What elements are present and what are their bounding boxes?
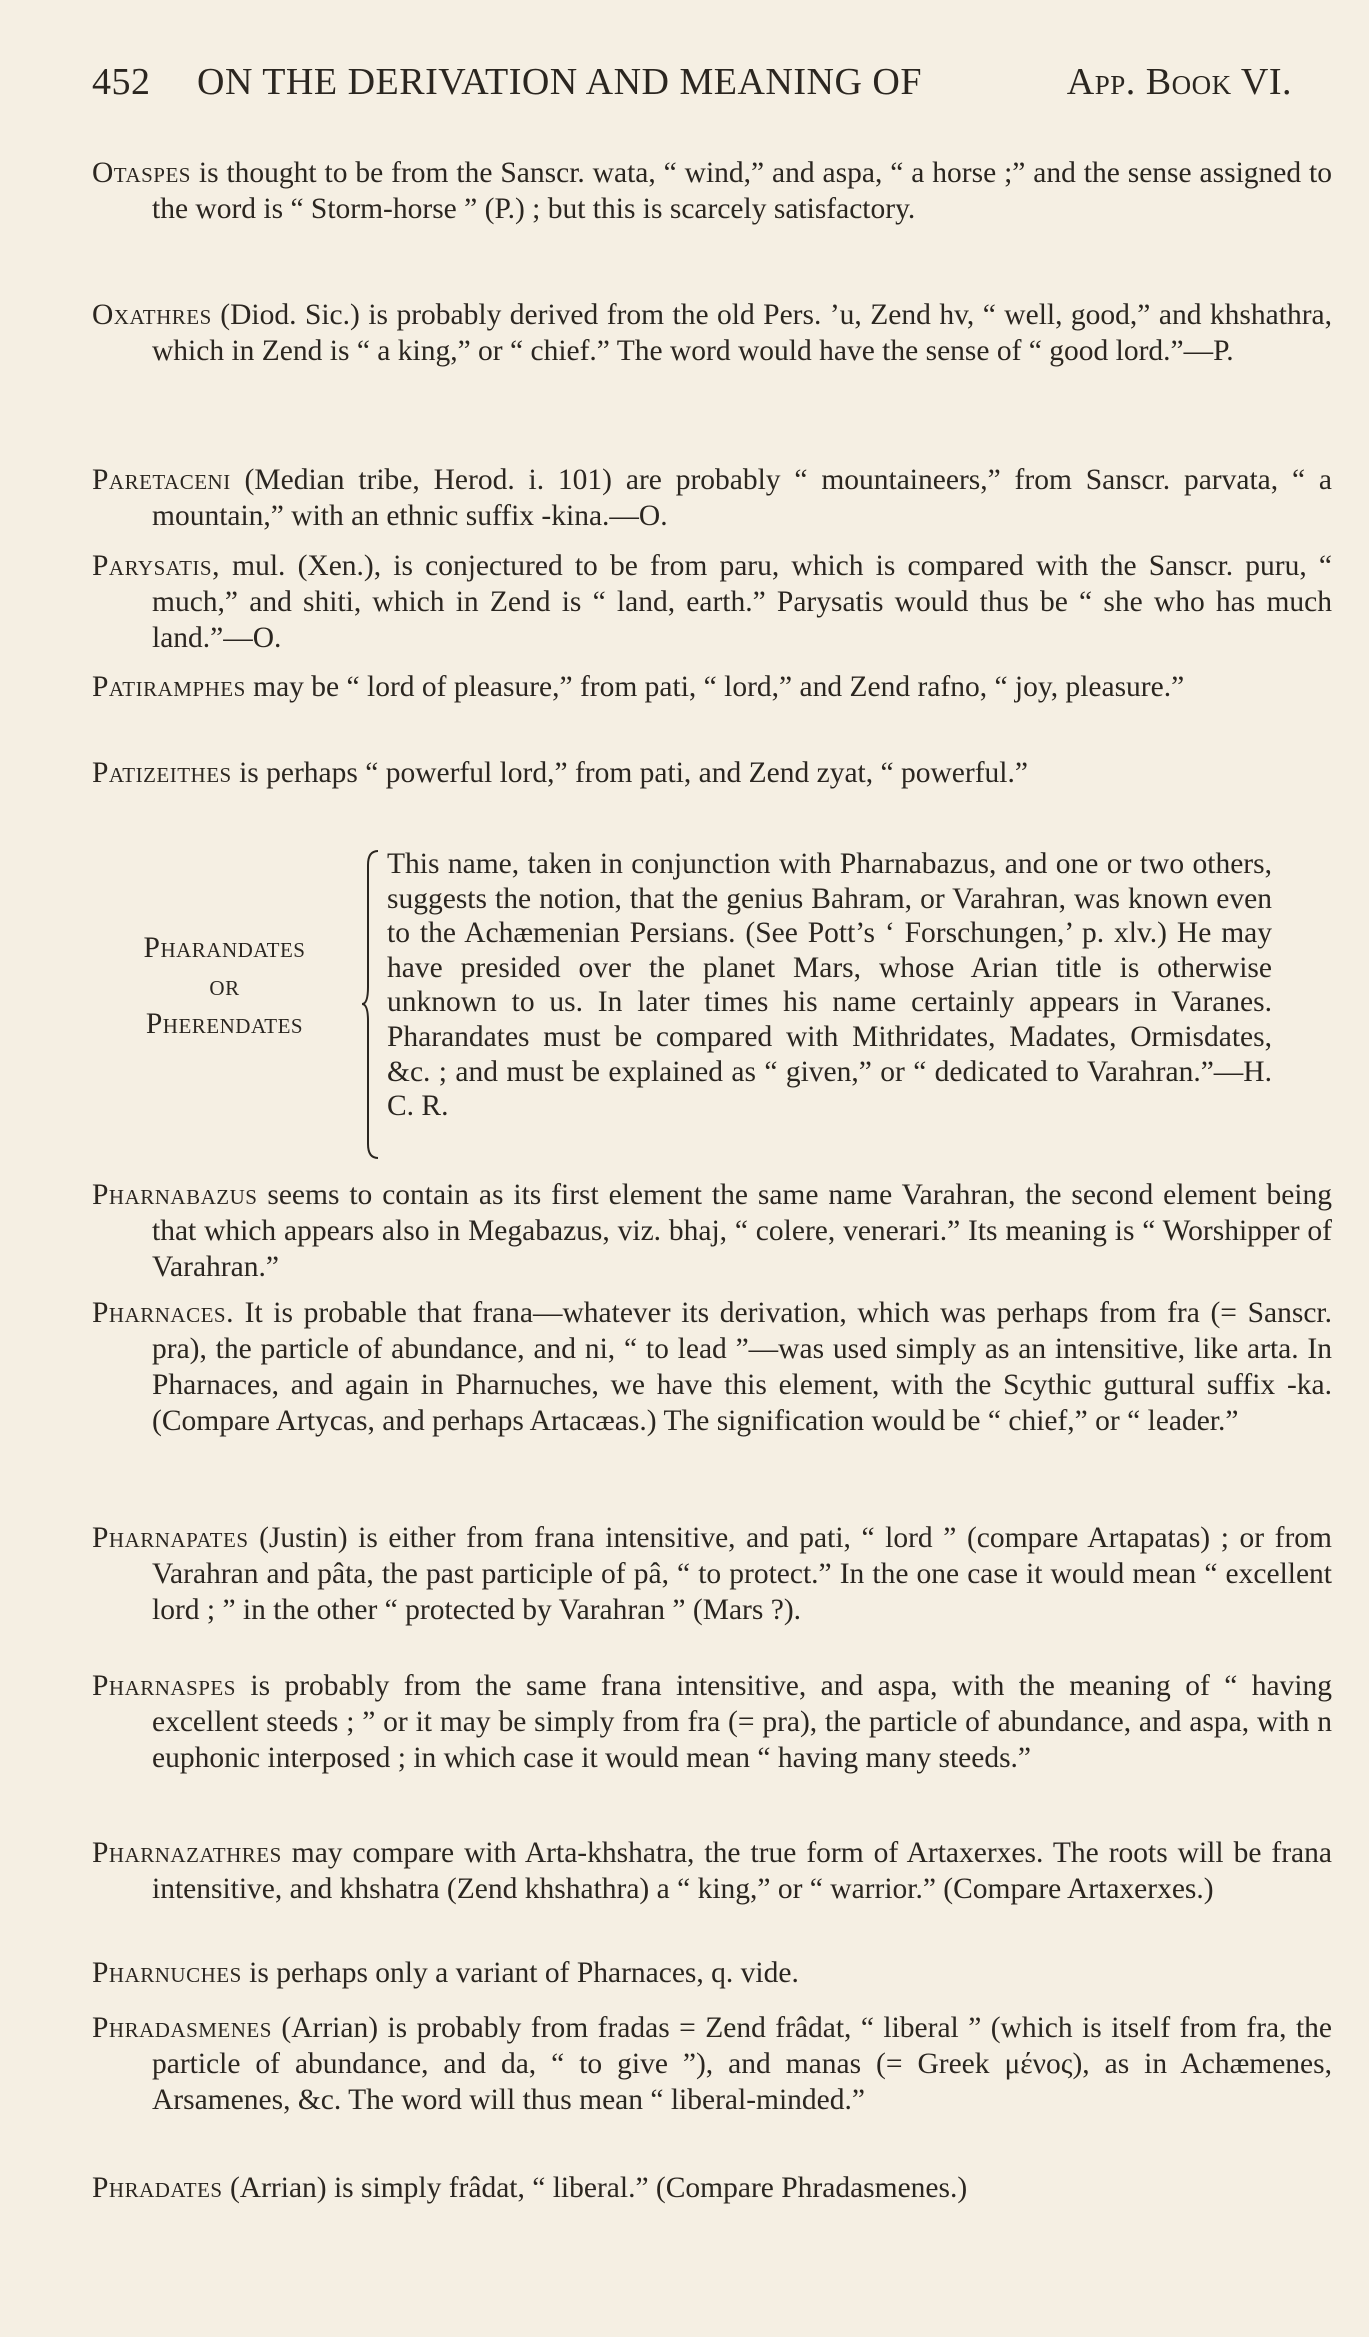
curly-brace [360, 847, 382, 1162]
entry-text: (Justin) is either from frana intensitive, and pati, “ lord ” (compare Artapatas) ; or from Varahran and pâta, the past participle of pâ, “ to protect.” In the one case it would mean “ excellent lord ; ” in the other “ protected by Varahran ” (Mars ?). [152, 1522, 1332, 1626]
entry-pharnaces [92, 1295, 1332, 1439]
entry-parysatis [92, 548, 1332, 656]
entry-patiramphes [92, 669, 1332, 705]
entry-text: (Diod. Sic.) is probably derived from the old Pers. ’u, Zend hv, “ well, good,” and khshathra, which in Zend is “ a king,” or “ chief.” The word would have the sense of “ good lord.”—P. [152, 299, 1332, 367]
entry-otaspes [92, 155, 1332, 227]
entry-term: Pharnazathres [92, 1837, 282, 1869]
running-title: ON THE DERIVATION AND MEANING OF [197, 61, 922, 103]
entry-text: (Arrian) is simply frâdat, “ liberal.” (Compare Phradasmenes.) [222, 2172, 968, 2204]
book-reference: App. Book VI. [1066, 61, 1292, 103]
entry-term: Phradates [92, 2172, 223, 2204]
entry-term: Patiramphes [92, 671, 246, 703]
entry-text: mul. (Xen.), is conjectured to be from paru, which is compared with the Sanscr. puru, “ much,” and shiti, which in Zend is “ land, earth.” Parysatis would thus be “ she who has much land.”—O. [152, 550, 1332, 654]
entry-text: may compare with Arta-khshatra, the true form of Artaxerxes. The roots will be frana intensitive, and khshatra (Zend khshathra) a “ king,” or “ warrior.” (Compare Artaxerxes.) [152, 1837, 1332, 1905]
entry-pharnapates [92, 1520, 1332, 1628]
running-header [92, 60, 1292, 110]
entry-oxathres [92, 297, 1332, 369]
entry-term: Pharnaspes [92, 1670, 236, 1702]
entry-text: is perhaps only a variant of Pharnaces, q. vide. [241, 1957, 799, 1989]
brace-label-line: Pherendates [145, 1008, 304, 1040]
entry-paretaceni [92, 462, 1332, 534]
entry-text: is thought to be from the Sanscr. wata, “ wind,” and aspa, “ a horse ;” and the sense assigned to the word is “ Storm-horse ” (P.) ; but this is scarcely satisfactory. [152, 157, 1332, 225]
page-number: 452 [92, 61, 151, 103]
entry-pharandates [92, 847, 1272, 1162]
entry-text: seems to contain as its first element the same name Varahran, the second element being that which appears also in Megabazus, viz. bhaj, “ colere, venerari.” Its meaning is “ Worshipper of Varahran.” [152, 1179, 1332, 1283]
entry-pharnazathres [92, 1835, 1332, 1907]
entry-pharnabazus [92, 1177, 1332, 1285]
entry-term: Pharnabazus [92, 1179, 258, 1211]
entry-pharnaspes [92, 1668, 1332, 1776]
entry-text: may be “ lord of pleasure,” from pati, “ lord,” and Zend rafno, “ joy, pleasure.” [245, 671, 1185, 703]
entry-text: is perhaps “ powerful lord,” from pati, and Zend zyat, “ powerful.” [231, 757, 1028, 789]
brace-text: This name, taken in conjunction with Pharnabazus, and one or two others, suggests the notion, that the genius Bahram, or Varahran, was known even to the Achæmenian Persians. (See Pott’s ‘ Forschungen,’ p. xlv.) He may have presided over the planet Mars, whose Arian title is otherwise unknown to us. In later times his name certainly appears in Varanes. Pharandates must be compared with Mithridates, Madates, Ormisdates, &c. ; and must be explained as “ given,” or “ dedicated to Varahran.”—H. C. R. [387, 848, 1272, 1123]
entry-pharnuches [92, 1955, 1332, 1991]
entry-term: Pharnapates [92, 1522, 249, 1554]
entry-phradates [92, 2170, 1332, 2206]
entry-text: is probably from the same frana intensitive, and aspa, with the meaning of “ having excellent steeds ; ” or it may be simply from fra (= pra), the particle of abundance, and aspa, with n euphonic interposed ; in which case it would mean “ having many steeds.” [152, 1670, 1332, 1774]
entry-text: (Arrian) is probably from fradas = Zend frâdat, “ liberal ” (which is itself from fra, the particle of abundance, and da, “ to give ”), and manas (= Greek μένος), as in Achæmenes, Arsamenes, &c. The word will thus mean “ liberal-minded.” [152, 2012, 1332, 2116]
entry-term: Phradasmenes [92, 2012, 272, 2044]
entry-text: It is probable that frana—whatever its derivation, which was perhaps from fra (= Sanscr. pra), the particle of abundance, and ni, “ to lead ”—was used simply as an intensitive, like arta. In Pharnaces, and again in Pharnuches, we have this element, with the Scythic guttural suffix -ka. (Compare Artycas, and perhaps Artacæas.) The signification would be “ chief,” or “ leader.” [152, 1297, 1332, 1437]
entry-term: Pharnuches [92, 1957, 242, 1989]
entry-phradasmenes [92, 2010, 1332, 2118]
entry-term: Otaspes [92, 157, 191, 189]
entry-term: Patizeithes [92, 757, 232, 789]
entry-patizeithes [92, 755, 1332, 791]
brace-label-line: Pharandates [143, 932, 306, 964]
entry-term: Paretaceni [92, 464, 231, 496]
brace-label [92, 929, 357, 1043]
entry-text: (Median tribe, Herod. i. 101) are probably “ mountaineers,” from Sanscr. parvata, “ a mountain,” with an ethnic suffix -kina.—O. [152, 464, 1332, 532]
entry-term: Oxathres [92, 299, 212, 331]
entry-term: Parysatis, [92, 550, 220, 582]
entry-term: Pharnaces. [92, 1297, 234, 1329]
brace-label-line: or [209, 970, 240, 1002]
